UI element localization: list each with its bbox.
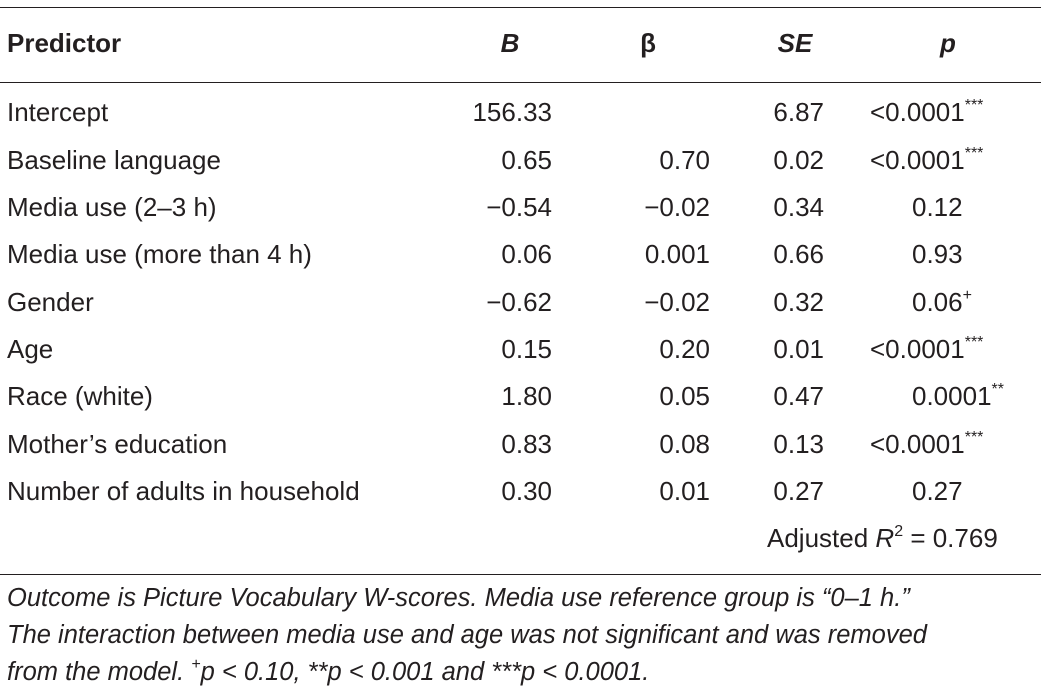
cell-beta: −0.02 (644, 287, 710, 317)
p-value: <0.0001 (870, 429, 965, 459)
significance-marker: *** (964, 429, 984, 446)
cell-se: 6.87 (773, 97, 824, 127)
cell-b: 0.65 (501, 145, 552, 175)
cell-beta: −0.02 (644, 192, 710, 222)
table-header-rule (0, 82, 1041, 83)
table-top-rule (0, 7, 1041, 8)
cell-beta: 0.70 (659, 145, 710, 175)
cell-b: −0.62 (486, 287, 552, 317)
cell-predictor: Intercept (7, 97, 109, 127)
cell-b: 156.33 (472, 97, 552, 127)
cell-b: 0.83 (501, 429, 552, 459)
cell-se: 0.27 (773, 476, 824, 506)
cell-se: 0.34 (773, 192, 824, 222)
p-value: <0.0001 (870, 145, 965, 175)
cell-b: 0.06 (501, 239, 552, 269)
cell-beta: 0.20 (659, 334, 710, 364)
cell-p (912, 286, 972, 318)
cell-se: 0.02 (773, 145, 824, 175)
cell-p (912, 238, 963, 270)
significance-marker: ** (991, 381, 1004, 398)
cell-b: 0.30 (501, 476, 552, 506)
footnote-line-3 (7, 654, 1037, 691)
cell-p (912, 380, 1004, 412)
p-value: 0.93 (912, 239, 963, 269)
header-se: SE (777, 28, 813, 58)
cell-predictor: Race (white) (7, 381, 153, 411)
cell-se: 0.32 (773, 287, 824, 317)
cell-b: −0.54 (486, 192, 552, 222)
p-value: 0.0001 (912, 381, 992, 411)
cell-se: 0.47 (773, 381, 824, 411)
adjusted-r2-symbol: R (875, 523, 895, 553)
significance-marker: *** (964, 97, 984, 114)
cell-se: 0.66 (773, 239, 824, 269)
footnote-line-1: Outcome is Picture Vocabulary W-scores. Media use reference group is “0–1 h.” (7, 584, 910, 612)
cell-se: 0.13 (773, 429, 824, 459)
header-p: p (940, 28, 956, 58)
cell-p (912, 191, 963, 223)
cell-predictor: Number of adults in household (7, 476, 360, 506)
adjusted-r2 (767, 522, 998, 554)
adjusted-r2-exponent: 2 (894, 523, 904, 540)
cell-beta: 0.08 (659, 429, 710, 459)
p-value: 0.12 (912, 192, 963, 222)
cell-predictor: Mother’s education (7, 429, 228, 459)
footnote-line-3-start: from the model. (7, 658, 192, 686)
footnote-plus-symbol: + (191, 656, 201, 673)
footnote-line-2: The interaction between media use and age was not significant and was removed (7, 621, 927, 649)
adjusted-r2-value: = 0.769 (903, 523, 998, 553)
significance-marker: + (962, 287, 972, 304)
adjusted-r2-label: Adjusted (767, 523, 876, 553)
significance-marker: *** (964, 145, 984, 162)
cell-predictor: Age (7, 334, 54, 364)
cell-p (870, 96, 983, 128)
cell-beta: 0.01 (659, 476, 710, 506)
p-value: <0.0001 (870, 334, 965, 364)
cell-se: 0.01 (773, 334, 824, 364)
table-bottom-rule (0, 574, 1041, 575)
footnote-line-3-end: p < 0.10, **p < 0.001 and ***p < 0.0001. (200, 658, 650, 686)
cell-p (870, 144, 983, 176)
table-footnote (7, 580, 1037, 691)
p-value: 0.06 (912, 287, 963, 317)
cell-beta: 0.001 (644, 239, 710, 269)
cell-predictor: Baseline language (7, 145, 221, 175)
p-value: 0.27 (912, 476, 963, 506)
cell-beta: 0.05 (659, 381, 710, 411)
cell-predictor: Media use (2–3 h) (7, 192, 217, 222)
header-beta: β (640, 28, 656, 58)
cell-predictor: Gender (7, 287, 94, 317)
p-value: <0.0001 (870, 97, 965, 127)
cell-p (870, 428, 983, 460)
cell-b: 0.15 (501, 334, 552, 364)
cell-predictor: Media use (more than 4 h) (7, 239, 312, 269)
header-b: B (500, 28, 520, 58)
cell-b: 1.80 (501, 381, 552, 411)
cell-p (870, 333, 983, 365)
header-predictor: Predictor (7, 28, 122, 58)
significance-marker: *** (964, 334, 984, 351)
cell-p (912, 475, 963, 507)
